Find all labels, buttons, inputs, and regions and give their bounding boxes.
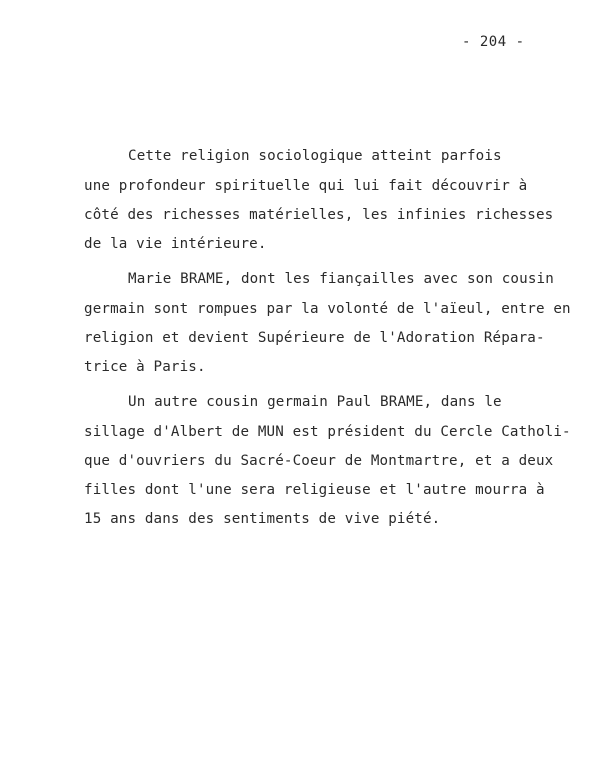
paragraph-2-line-3: religion et devient Supérieure de l'Adoration Répara- xyxy=(84,330,545,346)
paragraph-3-line-2: sillage d'Albert de MUN est président du Cercle Catholi- xyxy=(84,424,571,440)
paragraph-3-line-4: filles dont l'une sera religieuse et l'autre mourra à xyxy=(84,482,545,498)
paragraph-1-line-1: Cette religion sociologique atteint parfois xyxy=(128,148,502,164)
paragraph-2-line-4: trice à Paris. xyxy=(84,359,206,375)
paragraph-1-line-3: côté des richesses matérielles, les infinies richesses xyxy=(84,207,554,223)
paragraph-3-line-3: que d'ouvriers du Sacré-Coeur de Montmartre, et a deux xyxy=(84,453,554,469)
paragraph-1-line-4: de la vie intérieure. xyxy=(84,236,267,252)
paragraph-1-line-2: une profondeur spirituelle qui lui fait découvrir à xyxy=(84,178,528,194)
paragraph-2-line-2: germain sont rompues par la volonté de l'aïeul, entre en xyxy=(84,301,571,317)
page-number: - 204 - xyxy=(462,34,525,50)
paragraph-2-line-1: Marie BRAME, dont les fiançailles avec son cousin xyxy=(128,271,554,287)
paragraph-3-line-1: Un autre cousin germain Paul BRAME, dans le xyxy=(128,394,502,410)
paragraph-3-line-5: 15 ans dans des sentiments de vive piété. xyxy=(84,511,441,527)
